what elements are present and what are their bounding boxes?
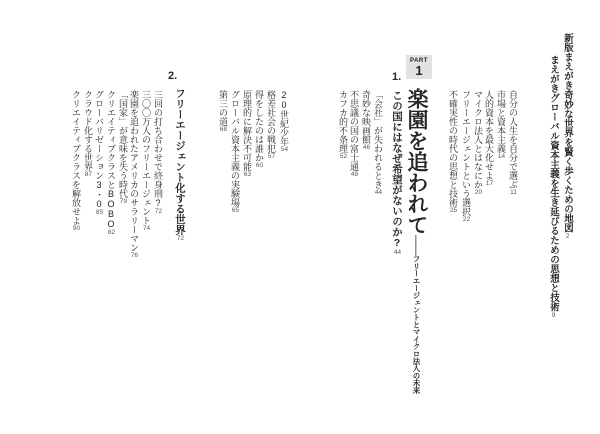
part-title-dash: ―― <box>410 235 422 255</box>
toc-entry <box>140 90 150 232</box>
toc-entry <box>117 90 127 205</box>
toc-entry-page: 74 <box>142 225 151 232</box>
part-title <box>406 88 427 394</box>
toc-entry <box>253 90 263 169</box>
section-heading-title: この国にはなぜ希望がないのか? <box>391 90 403 249</box>
toc-entry-page: 17 <box>485 180 494 187</box>
toc-entry-page: 9 <box>551 311 556 318</box>
toc-entry-page: 90 <box>72 225 81 232</box>
section-heading <box>174 88 185 242</box>
toc-entry-page: 22 <box>462 216 471 223</box>
toc-entry <box>93 90 103 216</box>
toc-entry <box>265 90 275 160</box>
toc-entry-page: 60 <box>255 162 264 169</box>
part-badge-number: 1 <box>415 63 423 78</box>
toc-entry-label: 新版まえがき <box>562 33 573 90</box>
toc-entry-title: 三〇〇万人のフリーエージェント <box>141 90 151 225</box>
section-number: 2. <box>168 70 178 82</box>
toc-entry-label: まえがき <box>548 55 559 93</box>
part-title-main: 楽園を追われて <box>405 88 428 235</box>
toc-entry <box>348 90 358 178</box>
toc-entry-page: 11 <box>510 189 517 196</box>
toc-entry-title: 「会社」が失われるとき <box>373 90 383 189</box>
section-number: 1. <box>392 71 402 83</box>
toc-entry-title: 第三の道 <box>218 90 228 126</box>
toc-entry-title: 人的資本を最大化せよ <box>484 90 494 180</box>
toc-entry-page: 20 <box>474 189 483 196</box>
toc-entry-page: 72 <box>154 208 163 215</box>
toc-entry-title: 奇妙な映画館 <box>361 90 371 144</box>
toc-entry-page: 46 <box>362 144 371 151</box>
toc-entry <box>82 90 92 178</box>
toc-entry-page: 54 <box>280 146 289 153</box>
toc-entry <box>447 90 457 214</box>
toc-entry-page: 85 <box>95 209 104 216</box>
toc-entry-title: 不確実性の時代の思想と技術 <box>448 90 458 207</box>
section-heading-page: 72 <box>176 235 185 242</box>
toc-entry <box>495 90 505 160</box>
part-badge <box>406 55 432 79</box>
section-heading-title: フリーエージェント化する世界 <box>174 88 186 235</box>
toc-entry-page: 87 <box>84 171 93 178</box>
toc-entry-title: 「国家」が意味を失う時代 <box>118 90 128 198</box>
toc-entry <box>70 90 80 232</box>
toc-entry-title: 自分の人生を自分で選ぶ <box>508 90 518 189</box>
toc-entry-page: 63 <box>243 171 252 178</box>
toc-entry <box>460 90 470 223</box>
toc-entry-page: 82 <box>107 229 116 236</box>
toc-entry-page: 25 <box>449 207 458 214</box>
toc-entry-title: グローバル資本主義を生き延びるための思想と技術 <box>548 93 559 312</box>
toc-entry <box>472 90 482 196</box>
toc-entry <box>337 90 347 160</box>
toc-entry-page: 68 <box>219 126 228 133</box>
toc-entry-title: 市場と資本主義 <box>496 90 506 153</box>
part-title-subtitle: フリーエージェントとマイクロ法人の未来 <box>412 255 421 394</box>
toc-entry-page: 57 <box>267 153 276 160</box>
section-heading <box>391 90 402 256</box>
toc-entry-page: 52 <box>339 153 348 160</box>
toc-entry-title: 三回の打ち合わせで終身刑? <box>153 90 163 208</box>
toc-entry-title: 格差社会の戦犯 <box>266 90 276 153</box>
toc-entry-title: クリエイティブクラスを解放せよ <box>71 90 81 225</box>
toc-entry-page: 14 <box>497 153 506 160</box>
toc-entry <box>241 90 251 178</box>
toc-entry <box>507 90 517 196</box>
toc-entry-title: クリエイティブクラスとBOBO <box>106 90 116 229</box>
toc-entry-title: 20世紀少年 <box>279 90 289 146</box>
toc-entry <box>105 90 115 236</box>
toc-entry-title: 原理的に解決不可能 <box>242 90 252 171</box>
toc-entry <box>483 90 493 187</box>
toc-entry-title: 不思議の国の富士通 <box>349 90 359 171</box>
toc-entry <box>229 90 239 214</box>
section-heading-page: 44 <box>393 249 402 256</box>
toc-entry-title: 奇妙な世界を賢く歩くための地図 <box>562 90 573 233</box>
toc-entry-preface <box>548 55 558 318</box>
toc-entry-page: 44 <box>374 189 383 196</box>
toc-entry-title: マイクロ法人とはなにか <box>473 90 483 189</box>
toc-entry-title: クラウド化する世界 <box>83 90 93 171</box>
toc-entry <box>128 90 138 259</box>
toc-entry-title: グローバリゼーション3・0 <box>94 90 104 209</box>
toc-entry <box>217 90 227 133</box>
toc-entry <box>278 90 288 153</box>
toc-entry <box>372 90 382 196</box>
toc-entry-title: グローバル資本主義の実験場 <box>230 90 240 207</box>
toc-entry-title: 得をしたのは誰か <box>254 90 264 162</box>
toc-entry-title: フリーエージェントという選択 <box>461 90 471 216</box>
toc-entry-title: カフカ的不条理 <box>338 90 348 153</box>
toc-entry <box>360 90 370 151</box>
toc-entry-page: 76 <box>130 252 139 259</box>
toc-entry <box>152 90 162 215</box>
toc-entry-page: 49 <box>350 171 359 178</box>
toc-entry-page: 2 <box>565 232 570 239</box>
toc-entry-title: 楽園を追われたアメリカのサラリーマン <box>129 90 139 252</box>
toc-entry-new-preface <box>562 33 572 239</box>
toc-entry-page: 79 <box>119 198 128 205</box>
part-badge-label: PART <box>410 58 428 64</box>
toc-entry-page: 65 <box>231 207 240 214</box>
